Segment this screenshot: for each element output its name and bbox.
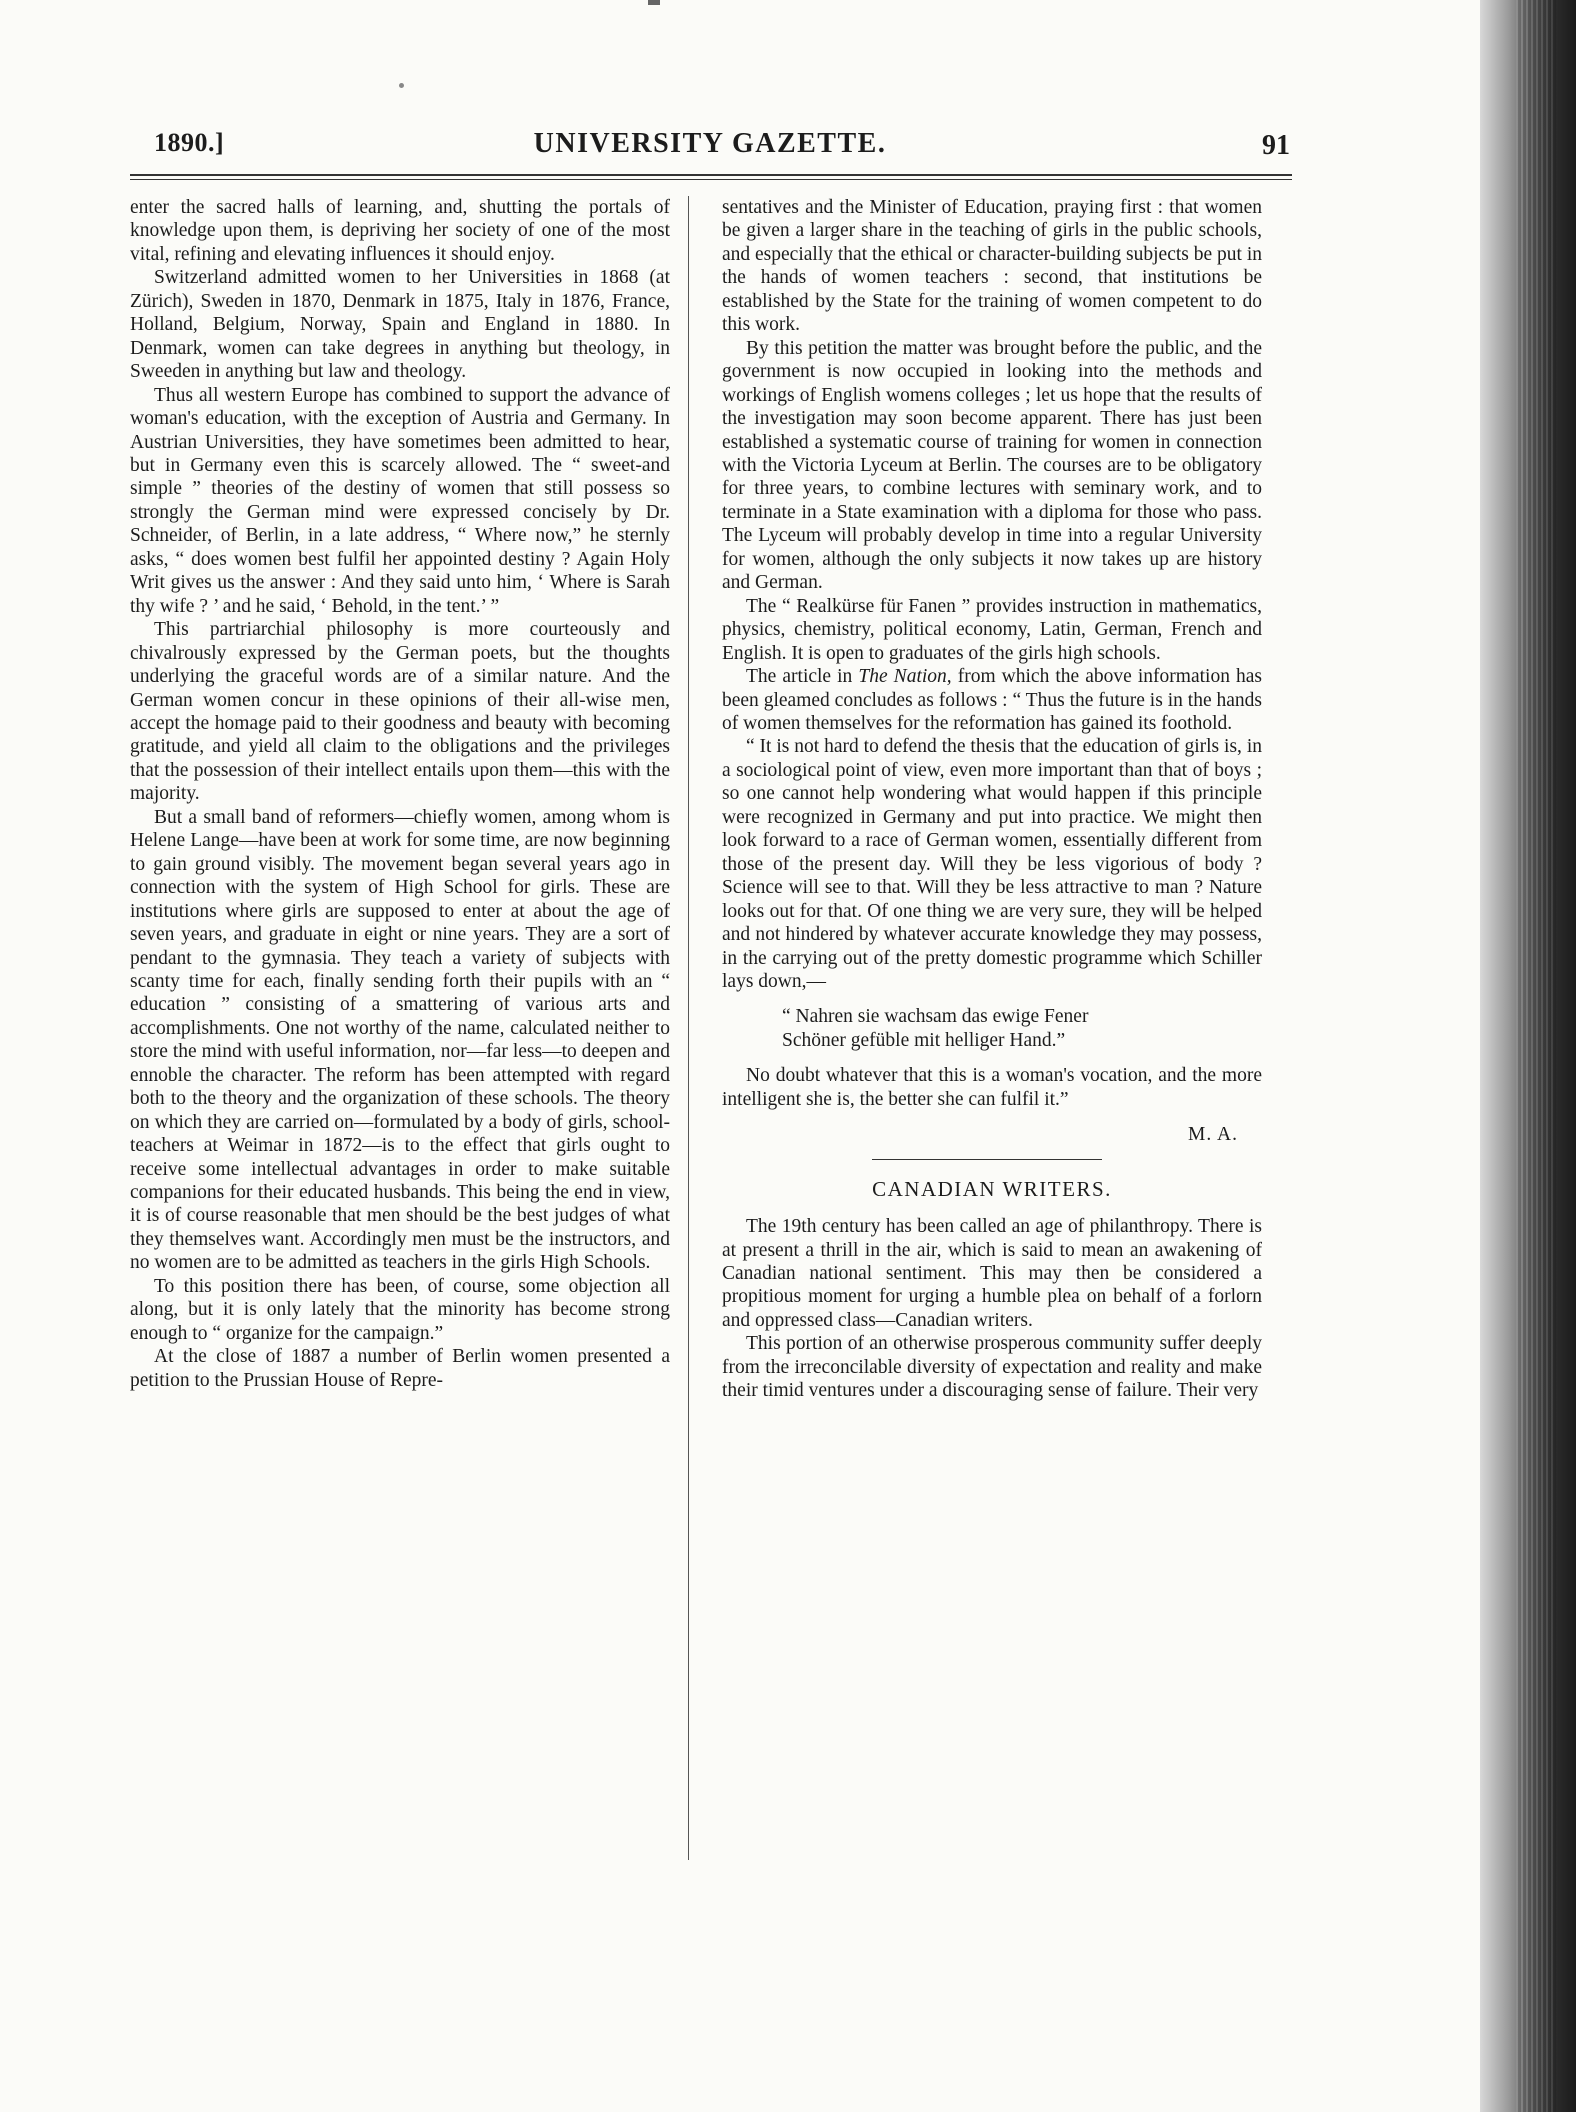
paragraph: Switzerland admitted women to her Universities in 1868 (at Zürich), Sweden in 1870, Denmark in 1875, Italy in 1876, France, Holland, Belgium, Norway, Spain and England in 1880. In Denmark, women can take degrees in anything but theology, in Sweeden in anything but law and theology. [130,267,670,383]
header-rule [130,174,1292,180]
paragraph: sentatives and the Minister of Education, praying first : that women be given a larger share in the teaching of girls in the public schools, and especially that the ethical or character-building subjects be put in the hands of women teachers : second, that institutions be established by the State for the training of women competent to do this work. [722,197,1262,336]
paragraph: enter the sacred halls of learning, and, shutting the portals of knowledge upon them, is depriving her society of one of the most vital, refining and elevating influences it should enjoy. [130,197,670,265]
text-run: The article in [746,666,859,688]
section-divider [872,1159,1102,1160]
paragraph: The “ Realkürse für Fanen ” provides instruction in mathematics, physics, chemistry, political economy, Latin, German, French and English. It is open to graduates of the girls high schools. [722,595,1262,664]
scan-mark [648,0,660,5]
left-column [130,196,670,1858]
text-run: from which the above information has been gleamed concludes as follows : “ Thus the future is in the hands of women themselves for the reformation has gained its foothold. [722,666,1263,734]
paragraph: No doubt whatever that this is a woman's vocation, and the more intelligent she is, the better she can fulfil it.” [722,1065,1262,1110]
publication-name: The Nation, [858,666,952,688]
page-header [130,128,1290,178]
paragraph: To this position there has been, of course, some objection all along, but it is only lately that the minority has become strong enough to “ organize for the campaign.” [130,1275,670,1344]
section-heading: CANADIAN WRITERS. [872,1176,1112,1201]
column-divider [688,196,689,1860]
paragraph [722,665,1262,735]
page-number: 91 [1262,130,1290,161]
paragraph: Thus all western Europe has combined to support the advance of woman's education, with the exception of Austria and Germany. In Austrian Universities, they have sometimes been admitted to hear, but in Germany even this is scarcely allowed. The “ sweet-and simple ” theories of the destiny of women that still possess so strongly the German mind were expressed concisely by Dr. Schneider, of Berlin, in a late address, “ Where now,” he sternly asks, “ does women best fulfil her appointed destiny ? Again Holy Writ gives us the answer : And they said unto him, ‘ Where is Sarah thy wife ? ’ and he said, ‘ Behold, in the tent.’ ” [130,384,670,617]
paragraph: This portion of an otherwise prosperous community suffer deeply from the irreconcilable diversity of expectation and reality and make their timid ventures under a discouraging sense of failure. Their very [722,1333,1262,1402]
publication-title: UNIVERSITY GAZETTE. [533,128,887,159]
binding-texture [1516,0,1556,2112]
paragraph: “ It is not hard to defend the thesis that the education of girls is, in a sociological point of view, even more important than that of boys ; so one cannot help wondering what would happen if this principle were recognized in Germany and put into practice. We might then look forward to a race of German women, essentially different from those of the present day. Will they be less vigorious of body ? Science will see to that. Will they be less attractive to man ? Nature looks out for that. Of one thing we are very sure, they will be helped and not hindered by whatever accurate knowledge they may possess, in the carrying out of the pretty domestic programme which Schiller lays down,— [722,736,1262,992]
ink-speck [399,83,404,88]
header-year: 1890.] [154,128,225,157]
paragraph: By this petition the matter was brought before the public, and the government is now occupied in looking into the methods and workings of English womens colleges ; let us hope that the results of the investigation may soon become apparent. There has just been established a systematic course of training for women in connection with the Victoria Lyceum at Berlin. The courses are to be obligatory for three years, to combine lectures with seminary work, and to terminate in a State examination with a diploma for those who pass. The Lyceum will probably develop in time into a regular University for women, although the only subjects it now takes up are history and German. [722,337,1262,594]
author-signature: M. A. [1188,1124,1238,1146]
poem-quote [722,1005,1262,1052]
paragraph: The 19th century has been called an age of philanthropy. There is at present a thrill in the air, which is said to mean an awakening of Canadian national sentiment. This may then be considered a propitious moment for urging a humble plea on behalf of a forlorn and oppressed class—Canadian writers. [722,1216,1262,1331]
poem-line: “ Nahren sie wachsam das ewige Fener [782,1006,1089,1028]
paragraph: At the close of 1887 a number of Berlin women presented a petition to the Prussian House of Repre- [130,1346,670,1391]
poem-line: Schöner gefüble mit helliger Hand.” [782,1029,1066,1051]
right-column [722,196,1262,1876]
paragraph: But a small band of reformers—chiefly women, among whom is Helene Lange—have been at work for some time, are now beginning to gain ground visibly. The movement began several years ago in connection with the system of High School for girls. These are institutions where girls are supposed to enter at about the age of seven years, and graduate in eight or nine years. They are a sort of pendant to the gymnasia. They teach a variety of subjects with scanty time for each, finally sending forth their pupils with an “ education ” consisting of a smattering of various arts and accomplishments. One not worthy of the name, calculated neither to store the mind with useful information, nor—far less—to deepen and ennoble the character. The reform has been attempted with regard both to the theory and the organization of these schools. The theory on which they are carried on—formulated by a body of girls, school-teachers at Weimar in 1872—is to the effect that girls ought to receive some intellectual advantages in order to make suitable companions for their educated husbands. This being the end in view, it is of course reasonable that men should be the best judges of what they themselves want. Accordingly men must be the instructors, and no women are to be admitted as teachers in the girls High Schools. [130,806,670,1274]
paragraph: This partriarchial philosophy is more courteously and chivalrously expressed by the German poets, but the thoughts underlying the graceful words are of a similar nature. And the German women concur in these opinions of their all-wise men, accept the homage paid to their goodness and beauty with becoming gratitude, and yield all claim to the obligations and the privileges that the possession of their intellect entails upon them—this with the majority. [130,619,670,805]
